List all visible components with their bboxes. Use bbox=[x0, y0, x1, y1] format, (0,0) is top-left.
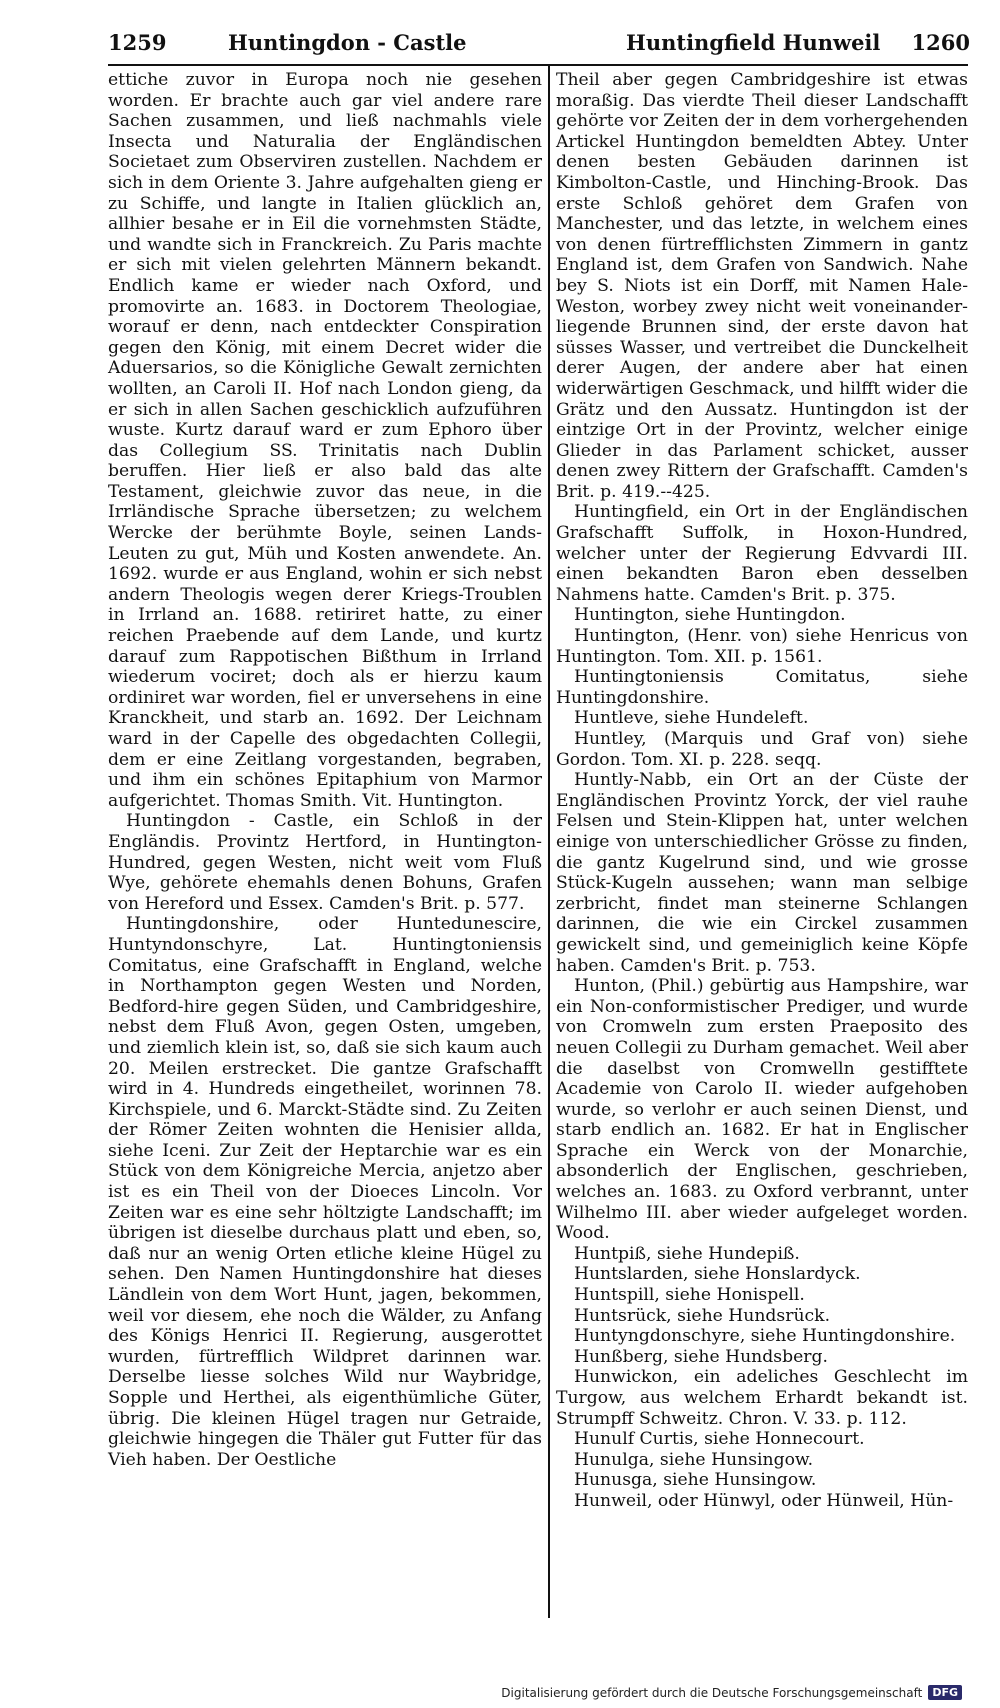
right-paragraph-9: Hunton, (Phil.) gebürtig aus Hampshire, war ein Non-conformistischer Prediger, und wurde von Cromweln zum ersten Praeposito des neuen Collegii zu Durham gemachet. Weil aber die daselbst von Cromwelln gestifftete Academie von Carolo II. wieder aufgehoben wurde, so verlohr er auch seinen Dienst, und starb endlich an. 1682. Er hat in Englischer Sprache ein Werck von der Monarchie, absonderlich der Englischen, geschrieben, welches an. 1683. zu Oxford verbrannt, unter Wilhelmo III. aber wieder aufgeleget worden. Wood. bbox=[556, 976, 968, 1244]
left-page-number: 1259 bbox=[108, 30, 167, 55]
right-paragraph-7: Huntley, (Marquis und Graf von) siehe Gordon. Tom. XI. p. 228. seqq. bbox=[556, 729, 968, 770]
header-rule bbox=[108, 64, 968, 66]
right-paragraph-19: Hunusga, siehe Hunsingow. bbox=[574, 1470, 817, 1491]
right-paragraph-11: Huntslarden, siehe Honslardyck. bbox=[574, 1264, 861, 1285]
right-page-number: 1260 bbox=[911, 30, 970, 55]
right-column bbox=[556, 70, 968, 1512]
right-paragraph-2: Huntingfield, ein Ort in der Engländischen Grafschafft Suffolk, in Hoxon-Hundred, welcher unter der Regierung Edvvardi III. einen bekandten Baron eben desselben Nahmens hatte. Camden's Brit. p. 375. bbox=[556, 502, 968, 605]
right-paragraph-6: Huntleve, siehe Hundeleft. bbox=[574, 708, 809, 729]
left-paragraph-2: Huntingdon - Castle, ein Schloß in der Engländis. Provintz Hertford, in Huntington-Hundred, gegen Westen, nicht weit vom Fluß Wye, gehörete ehemahls denen Bohuns, Grafen von Hereford und Essex. Camden's Brit. p. 577. bbox=[108, 811, 542, 914]
left-column bbox=[108, 70, 542, 1470]
right-paragraph-14: Huntyngdonschyre, siehe Huntingdonshire. bbox=[574, 1326, 956, 1347]
right-paragraph-10: Huntpiß, siehe Hundepiß. bbox=[574, 1243, 800, 1264]
right-paragraph-4: Huntington, (Henr. von) siehe Henricus von Huntington. Tom. XII. p. 1561. bbox=[556, 626, 968, 667]
right-paragraph-15: Hunßberg, siehe Hundsberg. bbox=[574, 1346, 828, 1367]
dfg-logo-icon: DFG bbox=[928, 1685, 962, 1700]
right-paragraph-1: Theil aber gegen Cambridgeshire ist etwas moraßig. Das vierdte Theil dieser Landschafft gehörte vor Zeiten der in dem vorhergehenden Artickel Huntingdon bemeldten Abtey. Unter denen besten Gebäuden darinnen ist Kimbolton-Castle, und Hinching-Brook. Das erste Schloß gehöret dem Grafen von Manchester, und das letzte, in welchem eines von denen fürtrefflichsten Zimmern in gantz England ist, dem Grafen von Sandwich. Nahe bey S. Niots ist ein Dorff, mit Namen Hale-Weston, worbey zwey nicht weit voneinander-liegende Brunnen sind, der erste davon hat süsses Wasser, und vertreibet die Dunckelheit derer Augen, der andere aber hat einen widerwärtigen Geschmack, und hilfft wider die Grätz und den Aussatz. Huntingdon ist der eintzige Ort in der Provintz, welcher einige Glieder in das Parlament schicket, ausser denen zwey Rittern der Grafschafft. Camden's Brit. p. 419.--425. bbox=[556, 70, 968, 502]
column-divider bbox=[548, 66, 550, 1618]
right-paragraph-18: Hunulga, siehe Hunsingow. bbox=[574, 1449, 814, 1470]
left-running-head: Huntingdon - Castle bbox=[228, 30, 467, 55]
right-paragraph-8: Huntly-Nabb, ein Ort an der Cüste der Engländischen Provintz Yorck, der viel rauhe Felsen und Stein-Klippen hat, unter welchen einige von unterschiedlicher Grösse zu finden, die gantz Kugelrund sind, und wie grosse Stück-Kugeln aussehen; wann man selbige zerbricht, findet man steinerne Schlangen darinnen, die wie ein Circkel zusammen gewickelt sind, und gemeiniglich keine Köpfe haben. Camden's Brit. p. 753. bbox=[556, 770, 968, 976]
left-paragraph-3: Huntingdonshire, oder Huntedunescire, Huntyndonschyre, Lat. Huntingtoniensis Comitatus, eine Grafschafft in England, welche in Northampton gegen Westen und Norden, Bedford-hire gegen Süden, und Cambridgeshire, nebst dem Fluß Avon, gegen Osten, umgeben, und ziemlich klein ist, so, daß sie sich kaum auch 20. Meilen erstrecket. Die gantze Grafschafft wird in 4. Hundreds eingetheilet, worinnen 78. Kirchspiele, und 6. Marckt-Städte sind. Zu Zeiten der Römer Zeiten wohnten die Henisier allda, siehe Iceni. Zur Zeit der Heptarchie war es ein Stück von dem Königreiche Mercia, anjetzo aber ist es ein Theil von der Dioeces Lincoln. Vor Zeiten war es eine sehr höltzigte Landschafft; im übrigen ist dieselbe durchaus platt und eben, so, daß nur an wenig Orten etliche kleine Hügel zu sehen. Den Namen Huntingdonshire hat dieses Ländlein von dem Wort Hunt, jagen, bekommen, weil vor diesem, ehe noch die Wälder, zu Anfang des Königs Henrici II. Regierung, ausgerottet wurden, fürtrefflich Wildpret darinnen war. Derselbe liesse solches Wild nur Waybridge, Sopple und Herthei, als eigenthümliche Güter, übrig. Die kleinen Hügel tragen nur Getraide, gleichwie hingegen die Thäler gut Futter für das Vieh haben. Der Oestliche bbox=[108, 914, 542, 1470]
right-paragraph-16: Hunwickon, ein adeliches Geschlecht im Turgow, aus welchem Erhardt bekandt ist. Strumpff Schweitz. Chron. V. 33. p. 112. bbox=[556, 1367, 968, 1429]
digitization-footer bbox=[501, 1685, 962, 1700]
footer-text: Digitalisierung gefördert durch die Deutsche Forschungsgemeinschaft bbox=[501, 1685, 923, 1700]
right-paragraph-5: Huntingtoniensis Comitatus, siehe Huntingdonshire. bbox=[556, 667, 968, 708]
right-paragraph-13: Huntsrück, siehe Hundsrück. bbox=[574, 1305, 831, 1326]
right-paragraph-12: Huntspill, siehe Honispell. bbox=[574, 1285, 805, 1306]
right-paragraph-3: Huntington, siehe Huntingdon. bbox=[574, 605, 846, 626]
right-running-head: Huntingfield Hunweil bbox=[626, 30, 881, 55]
left-paragraph-1: ettiche zuvor in Europa noch nie gesehen worden. Er brachte auch gar viel andere rare Sachen zusammen, und ließ nachmahls viele Insecta und Naturalia der Engländischen Societaet zum Observiren zustellen. Nachdem er sich in dem Oriente 3. Jahre aufgehalten gieng er zu Schiffe, und langte in Italien glücklich an, allhier besahe er in Eil die vornehmsten Städte, und wandte sich in Franckreich. Zu Paris machte er sich mit vielen gelehrten Männern bekandt. Endlich kame er wieder nach Oxford, und promovirte an. 1683. in Doctorem Theologiae, worauf er denn, nach entdeckter Conspiration gegen den König, mit einem Decret wider die Aduersarios, so die Königliche Gewalt zernichten wollten, an Caroli II. Hof nach London gieng, da er sich in allen Sachen geschicklich aufzuführen wuste. Kurtz darauf ward er zum Ephoro über das Collegium SS. Trinitatis nach Dublin beruffen. Hier ließ er also bald das alte Testament, gleichwie zuvor das neue, in die Irrländische Sprache übersetzen; zu welchem Wercke der berühmte Boyle, seinen Lands-Leuten zu gut, Müh und Kosten anwendete. An. 1692. wurde er aus England, wohin er sich nebst andern Theologis wegen derer Kriegs-Troublen in Irrland an. 1688. retiriret hatte, zu einer reichen Praebende auf dem Lande, und kurtz darauf zum Rappotischen Bißthum in Irrland wiederum vociret; doch als er hierzu kaum ordiniret war worden, fiel er unversehens in eine Kranckheit, und starb an. 1692. Der Leichnam ward in der Capelle des obgedachten Collegii, dem er eine Zeitlang vorgestanden, begraben, und ihm ein schönes Epitaphium von Marmor aufgerichtet. Thomas Smith. Vit. Huntington. bbox=[108, 70, 542, 811]
right-paragraph-17: Hunulf Curtis, siehe Honnecourt. bbox=[574, 1429, 865, 1450]
right-paragraph-20: Hunweil, oder Hünwyl, oder Hünweil, Hün- bbox=[574, 1490, 954, 1511]
